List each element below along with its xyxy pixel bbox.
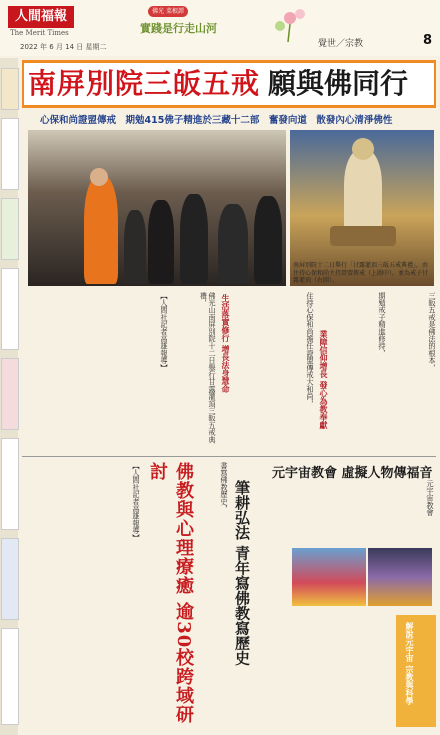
left-ad-strip <box>0 58 18 735</box>
fourth-article-body-bottom <box>272 610 392 730</box>
headline-black: 願與佛同行 <box>268 67 409 100</box>
photo-caption: 南屏別院十二日舉行「甘露灌頂三皈五戒典禮」，由住持心保和尚主持證盟傳戒（上圖中）。並為戒子甘露灌頂（右圖）。 <box>293 262 429 284</box>
second-article-headline: 佛教與心理療癒 逾30校跨域研討 <box>147 462 194 725</box>
page-number: 8 <box>423 33 433 48</box>
headline-subtitle: 心保和尚證盟傳戒 期勉415佛子精進於三藏十二部 奮發向道 散發內心清淨佛性 <box>40 115 393 126</box>
section-name: 覺世／宗教 <box>318 39 364 49</box>
ceremony-photo <box>28 130 286 286</box>
lead-article-body-left: 【人間社記者高雄報導】 <box>160 292 169 372</box>
lead-article-body-center: 住持心保和尚擔任證盟傳戒大和尚， <box>306 292 315 408</box>
lead-article-body-far-right: 三皈五戒是佛法的根本， <box>428 292 437 372</box>
newspaper-logo-english: The Merit Times <box>10 29 69 37</box>
third-article-headline: 筆耕弘法 青年寫佛教寫歷史 <box>233 480 251 666</box>
issue-date: 2022 年 6 月 14 日 星期二 <box>20 43 107 51</box>
section-divider <box>22 456 436 457</box>
explainer-box <box>396 615 436 727</box>
metaverse-church-photo-2 <box>368 548 432 606</box>
headline-red: 南屏別院三皈五戒 <box>28 67 261 100</box>
third-article-body: 書寫佛教歷史， <box>220 462 229 513</box>
flower-illustration-icon <box>250 4 320 44</box>
lead-article-subhead-1: 生活落實修行 增長法身慧命 <box>221 294 230 393</box>
newspaper-logo: 人間福報 <box>8 6 74 28</box>
lead-article-body-right: 期勉戒子精進修持， <box>378 292 387 357</box>
lead-article-subhead-2: 業障信仰增長 發心為教奉獻 <box>319 330 328 429</box>
metaverse-church-photo-1 <box>292 548 366 606</box>
fourth-article-body-top: 元宇宙教會 <box>426 480 435 516</box>
slogan-badge: 佛光 菜根譚 <box>148 6 188 17</box>
second-article-body: 【人間社記者高雄報導】 <box>132 462 141 542</box>
lead-article-body-mid: 佛光山南屏別院十二日舉行甘露灌頂三皈五戒典禮， <box>199 292 217 444</box>
slogan: 實踐是行走山河 <box>140 22 217 35</box>
fourth-article-headline: 元宇宙教會 虛擬人物傳福音 <box>272 466 433 481</box>
explainer-box-title: 解說元宇宙 宗教與科學 <box>405 622 414 705</box>
